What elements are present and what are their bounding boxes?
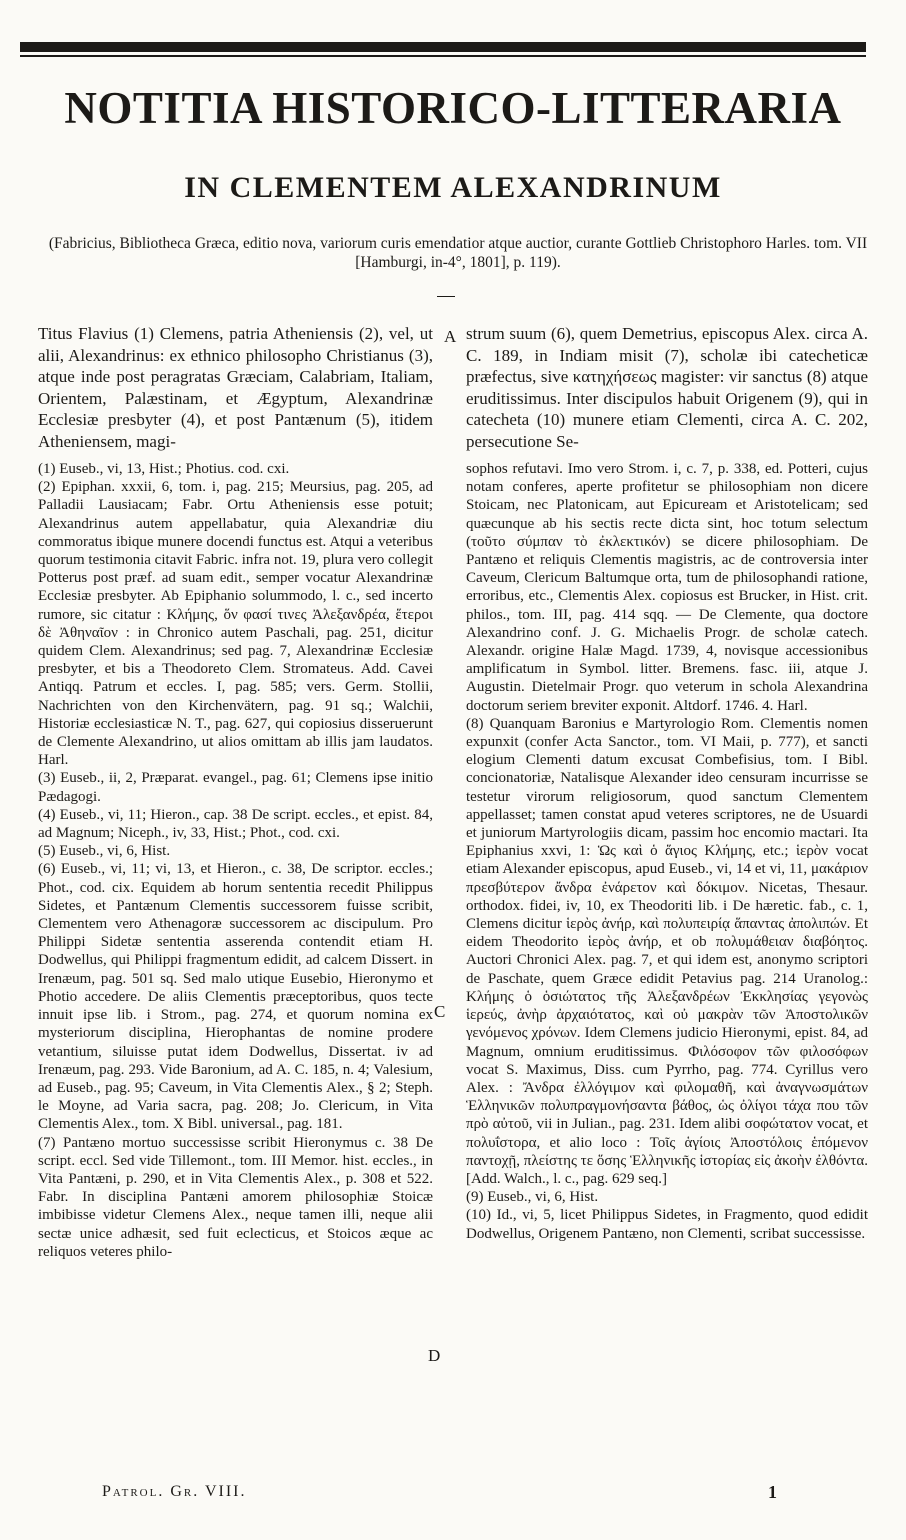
short-divider: [437, 296, 455, 297]
footnote: (3) Euseb., ii, 2, Præparat. evangel., pag. 61; Clemens ipse initio Pædagogi.: [38, 770, 433, 805]
footnote: sophos refutavi. Imo vero Strom. i, c. 7, p. 338, ed. Potteri, cujus notam conferes, aperte profitetur se philosophiam non dicere Stoicam, nec Platonicam, aut Epicuream et Aristotelicam; sed quæcunque ab his sectis recte dicta sint, hoc totum selectum (τοῦτο σύμπαν τὸ ἐκλεκτικόν) se dicere philosophiam. De Pantæno et reliquis Clementis magistris, ac de controversia inter Caveum, Clericum Baltumque orta, tum de philosophandi ratione, erroribus, etc., Clementis Alex. copiosus est Brucker, in Hist. crit. philos., tom. III, pag. 414 sqq. — De Clemente, qua doctore Alexandrino conf. J. G. Michaelis Progr. de scholæ catech. Alexandr. origine Halæ Magd. 1739, 4, novisque accessionibus amplificatum in Symbol. litter. Bremens. fasc. iii, atque J. Augustin. Dietelmair Progr. quo veterum in schola Alexandrina doctorum seriem breviter exponit. Altdorf. 1746. 4. Harl.: [466, 461, 868, 714]
main-text-right: strum suum (6), quem Demetrius, episcopus Alex. circa A. C. 189, in Indiam misit (7), scholæ ibi catecheticæ præfectus, sive κατηχήσεως magister: vir sanctus (8) atque eruditissimus. Inter discipulos habuit Origenem (9), qui in catecheta (10) munere etiam Clementi, circa A. C. 202, persecutione Se-: [466, 324, 868, 451]
running-title: Patrol. Gr. VIII.: [102, 1483, 247, 1500]
footnote: (7) Pantæno mortuo successisse scribit Hieronymus c. 38 De script. eccl. Sed vide Tillemont., tom. III Memor. hist. eccles., in Vita Pantæni, p. 290, et in Vita Clementis Alex., p. 308 et 522. Fabr. In disciplina Pantæni amorem philosophiæ Stoicæ imbibisse videtur Clemens Alex., neque tamen illi, neque alii sectæ unice adhæsit, sed fuit eclecticus, et Stoicos æque ac reliquos veteres philo-: [38, 1134, 433, 1260]
right-column: [466, 323, 868, 1470]
footnote: (2) Epiphan. xxxii, 6, tom. i, pag. 215; Meursius, pag. 205, ad Palladii Lausiacam; Fabr. Ortu Atheniensis esse potuit; Alexandrinus autem appellabatur, quia Alexandriæ diu commoratus ibique munere docendi functus est. Atqui a veteribus quorum testimonia citavit Fabric. infra not. 19, plura vero collegit Potterus post præf. ad suam edit., semper vocatur Alexandrinæ Ecclesiæ presbyter. Ab Epiphanio solummodo, l. c., sed incerto rumore, sic citatur : Κλήμης, ὅν φασί τινες Ἀλεξανδρέα, ἕτεροι δὲ Ἀθηναῖον : in Chronico autem Paschali, pag. 251, dicitur quidem Clem. Alexandrinus; sed pag. 7, Alexandrinæ Ecclesiæ presbyter, et bis a Theodoreto Clem. Stromateus. Add. Cavei Antiqq. Patrum et eccles. I, pag. 585; vers. Germ. Stollii, Nachrichten von den Kirchenvätern, pag. 91 sq.; Walchii, Historiæ ecclesiasticæ N. T., pag. 627, qui copiosius disseruerunt de Clemente Alexandrino, ut alios omittam ab illis jam laudatos. Harl.: [38, 479, 433, 769]
margin-marker-c: C: [434, 1002, 446, 1021]
footnote: (9) Euseb., vi, 6, Hist.: [466, 1189, 599, 1206]
footnote: (6) Euseb., vi, 11; vi, 13, et Hieron., c. 38, De scriptor. eccles.; Phot., cod. cix. Equidem ab horum sententia recedit Philippus Sidetes, et Pantænum Clementis successorem fuisse scribit, Clementem vero Athenagoræ successorem ac discipulum. Pro Philippi Sidetæ sententia asserenda contendit etiam H. Dodwellus, qui Philippi fragmentum edidit, ad calcem Dissert. in Irenæum, pag. 501 sq. Sed malo utique Eusebio, Hieronymo et Photio accedere. De aliis Clementis præceptoribus, quos tecte innuit ipse lib. i Strom., pag. 274, et quorum nomina ex mysteriorum disciplina, Hierophantas de nomine prodere vetantium, siluisse putat idem Dodwellus, Dissertat. iv ad Irenæum, pag. 293. Vide Baronium, ad A. C. 185, n. 4; Valesium, ad Euseb., pag. 95; Caveum, in Vita Clementis Alex., § 2; Steph. le Moyne, ad Varia sacra, pag. 208; Jo. Clericum, in Vita Clementis Alex., tom. X Bibl. universal., pag. 181.: [38, 861, 433, 1133]
page-subtitle: IN CLEMENTEM ALEXANDRINUM: [184, 171, 722, 204]
margin-marker-d: D: [428, 1346, 441, 1365]
footnote: (8) Quanquam Baronius e Martyrologio Rom. Clementis nomen expunxit (confer Acta Sanctor., tom. VI Maii, p. 777), et sancti elogium Clementi datum excusat Combefisius, tom. I Bibl. concionatoriæ, Natalisque Alexander ideo censuram incurrisse se testetur virorum religiosorum, quod sanctum Clementem appellasset; tamen constat apud veteres scriptores, ne de Usuardi et juniorum Martyrologiis dicam, passim hoc encomio mactari. Ita Epiphanius xxvi, 1: Ὡς καὶ ὁ ἅγιος Κλήμης, etc.; ἱερὸν vocat etiam Alexander episcopus, apud Euseb., vi, 14 et vi, 11, μακάριον πρεσβύτερον ἄνδρα ἐνάρετον καὶ δόκιμον. Nicetas, Thesaur. orthodox. fidei, iv, 10, ex Theodoriti lib. i De hæretic. fab., c. 1, Clemens dicitur ἱερὸς ἀνήρ, καὶ πολυπειρίᾳ ἅπαντας ἀπολιπών. Et eidem Theodorito ἱερὸς ἀνήρ, et ob πολυμάθειαν διαβόητος. Auctori Chronici Alex. pag. 7, et qui idem est, anonymo scriptori de Paschate, quem Græce edidit Petavius pag. 214 Uranolog.: Κλήμης ὁ ὁσιώτατος τῆς Ἀλεξανδρέων Ἐκκλησίας γεγονὼς ἱερεύς, ἀνὴρ ἀρχαιότατος, καὶ οὐ μακρὰν τῶν Ἀποστολικῶν γενόμενος χρόνων. Idem Clemens judicio Hieronymi, epist. 84, ad Magnum, omnium eruditissimus. Φιλόσοφον τῶν φιλοσόφων vocat S. Maximus, Diss. cum Pyrrho, pag. 774. Cyrillus vero Alex. : Ἄνδρα ἐλλόγιμον καὶ φιλομαθῆ, καὶ ἀναγνωσμάτων Ἑλληνικῶν πολυπραγμονήσαντα βάθος, ὡς ὀλίγοι τάχα που τῶν πρὸ αὐτοῦ, vii in Julian., pag. 231. Idem alibi σοφώτατον vocat, et πολυΐστορα, et alio loco : Τοῖς ἁγίοις Ἀποστόλοις ἑπόμενον παντοχῇ, πλείστης τε ὅσης Ἑλληνικῆς ἱστορίας εἰς ἀκοὴν ἐλθόντα. [Add. Walch., l. c., pag. 629 seq.]: [466, 715, 868, 1187]
margin-marker-a: A: [444, 327, 457, 346]
main-text-left: Titus Flavius (1) Clemens, patria Atheniensis (2), vel, ut alii, Alexandrinus: ex ethnico philosopho Christianus (3), atque inde post peragratas Græciam, Calabriam, Italiam, Orientem, Palæstinam, et Ægyptum, Alexandrinæ Ecclesiæ presbyter (4), et post Pantænum (5), itidem Atheniensem, magi-: [38, 324, 433, 451]
footnote: (4) Euseb., vi, 11; Hieron., cap. 38 De script. eccles., et epist. 84, ad Magnum; Niceph., iv, 33, Hist.; Phot., cod. cxi.: [38, 806, 433, 842]
top-ornamental-rule: [20, 42, 866, 52]
footnote: (10) Id., vi, 5, licet Philippus Sidetes, in Fragmento, quod edidit Dodwellus, Origenem Pantæno, non Clementi, scribat successisse.: [466, 1207, 868, 1242]
footnote: (1) Euseb., vi, 13, Hist.; Photius. cod. cxi.: [38, 461, 290, 477]
footnotes-left: [38, 460, 433, 1261]
page-title: NOTITIA HISTORICO-LITTERARIA: [64, 83, 842, 133]
top-thin-rule: [20, 55, 866, 57]
footnotes-right: [466, 460, 868, 1243]
left-column: [38, 323, 433, 1470]
signature-mark: 1: [768, 1482, 777, 1502]
source-citation: (Fabricius, Bibliotheca Græca, editio nova, variorum curis emendatior atque auctior, curante Gottlieb Christophoro Harles. tom. VII [Hamburgi, in-4°, 1801], p. 119).: [48, 235, 868, 271]
footnote: (5) Euseb., vi, 6, Hist.: [38, 843, 171, 860]
